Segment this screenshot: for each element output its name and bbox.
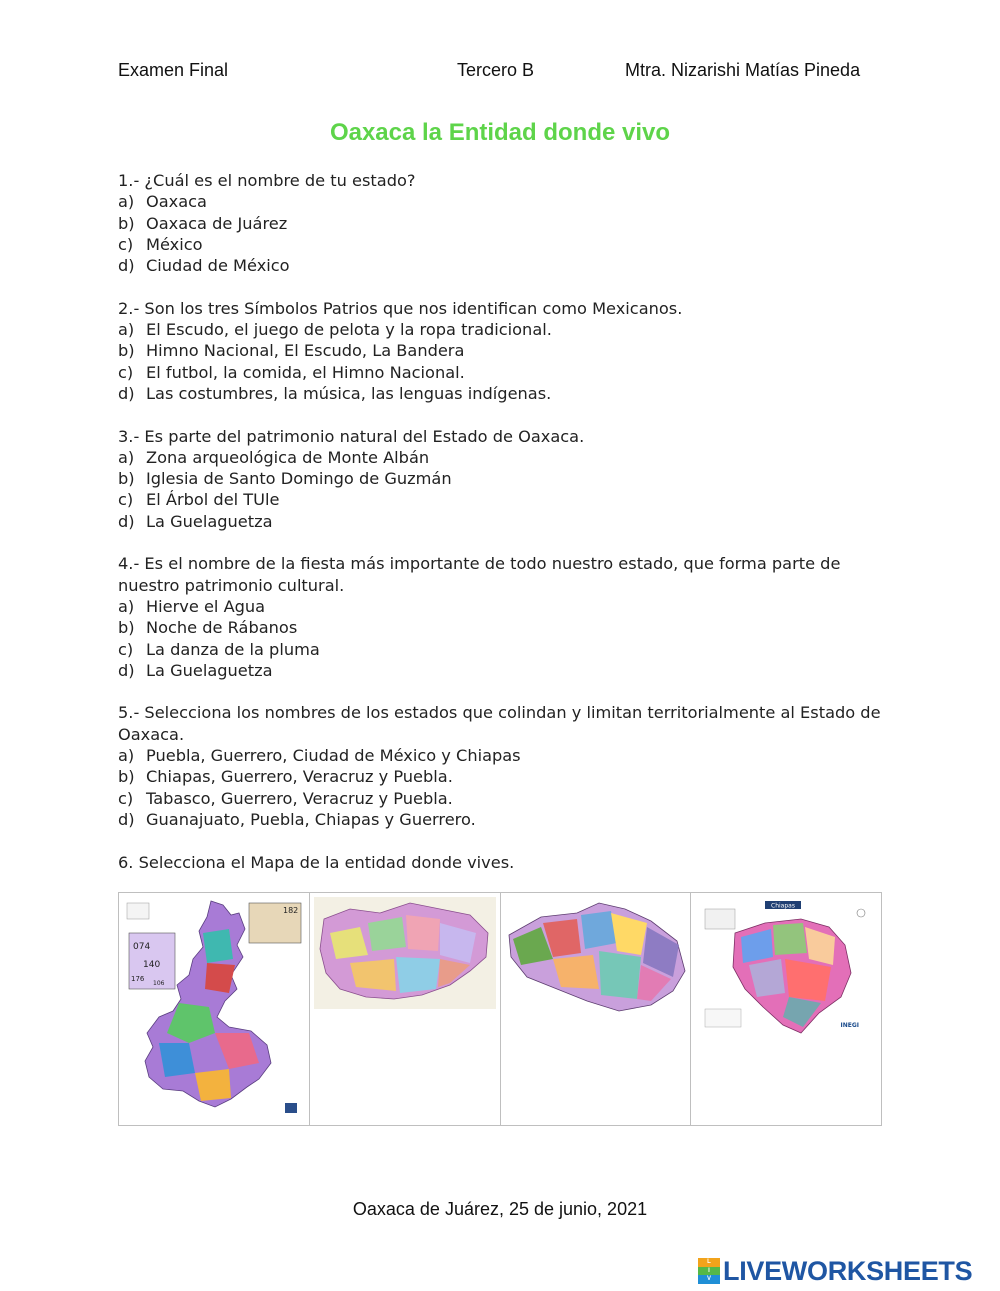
option-a[interactable]: a) Zona arqueológica de Monte Albán xyxy=(118,447,430,467)
option-b[interactable]: b) Noche de Rábanos xyxy=(118,618,298,638)
question-1 xyxy=(118,170,888,276)
chiapas-map xyxy=(691,893,881,1125)
oaxaca-map xyxy=(310,893,500,1125)
logo-badge-letter: V xyxy=(698,1275,720,1284)
header-exam-title: Examen Final xyxy=(118,60,229,80)
option-c[interactable]: c) El futbol, la comida, el Himno Nacional. xyxy=(118,362,465,382)
header-group: Tercero B xyxy=(457,60,535,80)
map-option-puebla[interactable] xyxy=(119,893,310,1125)
option-b[interactable]: b) Himno Nacional, El Escudo, La Bandera xyxy=(118,341,465,361)
puebla-label: 176 xyxy=(131,975,145,983)
question-text: 6. Selecciona el Mapa de la entidad donde vives. xyxy=(118,852,515,872)
option-d[interactable]: d) Las costumbres, la música, las lenguas indígenas. xyxy=(118,383,552,403)
question-text: 2.- Son los tres Símbolos Patrios que nos identifican como Mexicanos. xyxy=(118,298,683,318)
header-teacher: Mtra. Nizarishi Matías Pineda xyxy=(625,60,861,80)
map-option-oaxaca[interactable] xyxy=(310,893,501,1125)
inegi-brand: INEGI xyxy=(840,1022,860,1029)
option-c[interactable]: c) La danza de la pluma xyxy=(118,639,320,659)
option-a[interactable]: a) El Escudo, el juego de pelota y la ropa tradicional. xyxy=(118,320,552,340)
liveworksheets-logo xyxy=(698,1257,972,1285)
question-text: 5.- Selecciona los nombres de los estados que colindan y limitan territorialmente al Estado de Oaxaca. xyxy=(118,703,881,744)
question-text: 4.- Es el nombre de la fiesta más importante de todo nuestro estado, que forma parte de nuestro patrimonio cultural. xyxy=(118,554,841,595)
guerrero-map xyxy=(501,893,691,1125)
puebla-label: 140 xyxy=(143,960,161,970)
option-d[interactable]: d) Ciudad de México xyxy=(118,256,290,276)
puebla-map xyxy=(119,893,309,1125)
question-3 xyxy=(118,426,888,532)
option-a[interactable]: a) Oaxaca xyxy=(118,192,207,212)
option-d[interactable]: d) Guanajuato, Puebla, Chiapas y Guerrero. xyxy=(118,809,476,829)
question-text: 3.- Es parte del patrimonio natural del Estado de Oaxaca. xyxy=(118,426,585,446)
option-c[interactable]: c) Tabasco, Guerrero, Veracruz y Puebla. xyxy=(118,788,453,808)
option-b[interactable]: b) Oaxaca de Juárez xyxy=(118,213,288,233)
question-2 xyxy=(118,298,888,404)
option-a[interactable]: a) Hierve el Agua xyxy=(118,596,266,616)
option-b[interactable]: b) Chiapas, Guerrero, Veracruz y Puebla. xyxy=(118,767,453,787)
question-4 xyxy=(118,553,888,681)
option-c[interactable]: c) El Árbol del TUle xyxy=(118,490,280,510)
question-5 xyxy=(118,702,888,830)
puebla-label: 074 xyxy=(133,942,151,952)
map-option-guerrero[interactable] xyxy=(501,893,692,1125)
question-6 xyxy=(118,852,888,873)
map-option-chiapas[interactable] xyxy=(691,893,881,1125)
option-a[interactable]: a) Puebla, Guerrero, Ciudad de México y Chiapas xyxy=(118,746,521,766)
option-c[interactable]: c) México xyxy=(118,234,203,254)
page-title: Oaxaca la Entidad donde vivo xyxy=(329,119,671,146)
option-d[interactable]: d) La Guelaguetza xyxy=(118,511,273,531)
logo-badge-letter: I xyxy=(698,1267,720,1276)
question-text: 1.- ¿Cuál es el nombre de tu estado? xyxy=(118,171,416,190)
logo-text: LIVEWORKSHEETS xyxy=(723,1255,973,1286)
map-options-table xyxy=(118,892,882,1126)
option-b[interactable]: b) Iglesia de Santo Domingo de Guzmán xyxy=(118,469,452,489)
option-d[interactable]: d) La Guelaguetza xyxy=(118,660,273,680)
logo-badge-icon xyxy=(698,1258,720,1284)
footer-place-date: Oaxaca de Juárez, 25 de junio, 2021 xyxy=(352,1199,648,1219)
questions-body xyxy=(118,170,888,894)
puebla-label: 106 xyxy=(153,980,165,987)
chiapas-title: Chiapas xyxy=(771,902,796,910)
puebla-label: 182 xyxy=(283,906,299,915)
logo-badge-letter: L xyxy=(698,1258,720,1267)
